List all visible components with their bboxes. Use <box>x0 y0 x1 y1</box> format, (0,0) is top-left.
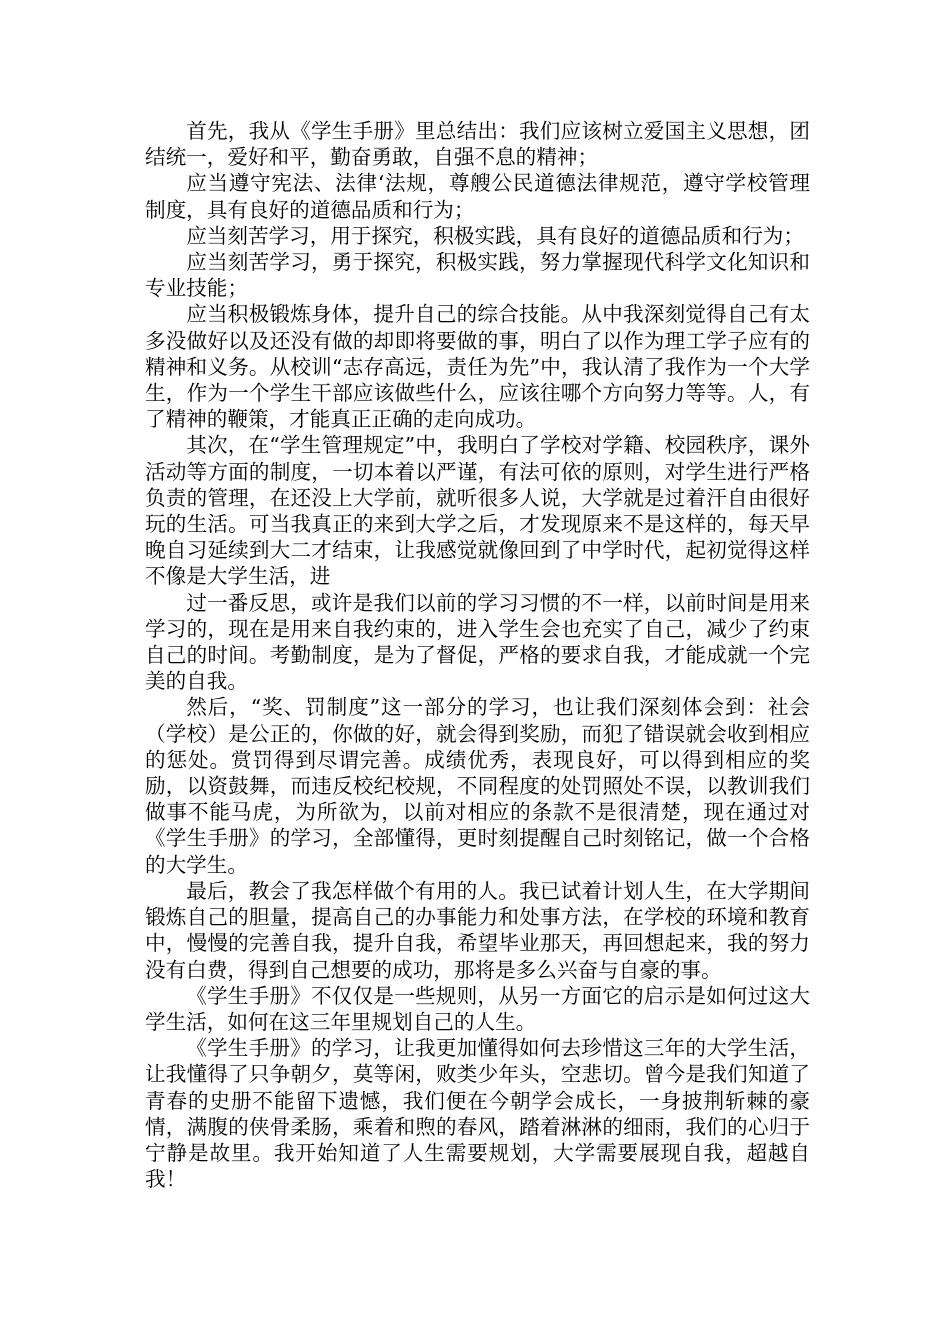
paragraph-2: 应当遵守宪法、法律‘法规，尊艘公民道德法律规范，遵守学校管理制度，具有良好的道德品质和行为； <box>145 171 810 222</box>
document-body <box>145 118 810 1192</box>
paragraph-1: 首先，我从《学生手册》里总结出：我们应该树立爱国主义思想，团结统一，爱好和平，勤奋勇敢，自强不息的精神； <box>145 119 810 170</box>
paragraph-9: 最后，教会了我怎样做个有用的人。我已试着计划人生，在大学期间锻炼自己的胆量，提高自己的办事能力和处事方法，在学校的环境和教育中，慢慢的完善自我，提升自我，希望毕业那天，再回想起来，我的努力没有白费，得到自己想要的成功，那将是多么兴奋与自豪的事。 <box>145 878 810 982</box>
paragraph-3: 应当刻苦学习，用于探究，积极实践，具有良好的道德品质和行为； <box>186 223 804 248</box>
paragraph-4: 应当刻苦学习，勇于探究，积极实践，努力掌握现代科学文化知识和专业技能； <box>145 250 810 301</box>
paragraph-7: 过一番反思，或许是我们以前的学习习惯的不一样，以前时间是用来学习的，现在是用来自我约束的，进入学生会也充实了自己，减少了约束自己的时间。考勤制度，是为了督促，严格的要求自我，才能成就一个完美的自我。 <box>145 590 810 694</box>
paragraph-5: 应当积极锻炼身体，提升自己的综合技能。从中我深刻觉得自己有太多没做好以及还没有做的却即将要做的事，明白了以作为理工学子应有的精神和义务。从校训“志存高远，责任为先”中，我认清了我作为一个大学生，作为一个学生干部应该做些什么，应该往哪个方向努力等等。人，有了精神的鞭策，才能真正正确的走向成功。 <box>145 302 810 432</box>
paragraph-11: 《学生手册》的学习，让我更加懂得如何去珍惜这三年的大学生活，让我懂得了只争朝夕，莫等闲，败类少年头，空悲切。曾今是我们知道了青春的史册不能留下遗憾，我们便在今朝学会成长，一身披荆斩棘的豪情，满腹的侠骨柔肠，乘着和煦的春风，踏着淋淋的细雨，我们的心归于宁静是故里。我开始知道了人生需要规划，大学需要展现自我，超越自我！ <box>145 1036 810 1192</box>
paragraph-6: 其次，在“学生管理规定”中，我明白了学校对学籍、校园秩序，课外活动等方面的制度，一切本着以严谨，有法可依的原则，对学生进行严格负责的管理，在还没上大学前，就听很多人说，大学就是过着汗自由很好玩的生活。可当我真正的来到大学之后，才发现原来不是这样的，每天早晚自习延续到大二才结束，让我感觉就像回到了中学时代，起初觉得这样不像是大学生活，进 <box>145 433 810 589</box>
paragraph-10: 《学生手册》不仅仅是一些规则，从另一方面它的启示是如何过这大学生活，如何在这三年里规划自己的人生。 <box>145 983 810 1034</box>
paragraph-8: 然后，“奖、罚制度”这一部分的学习，也让我们深刻体会到：社会（学校）是公正的，你做的好，就会得到奖励，而犯了错误就会收到相应的惩处。赏罚得到尽谓完善。成绩优秀，表现良好，可以得到相应的奖励，以资鼓舞，而违反校纪校规，不同程度的处罚照处不误，以教训我们做事不能马虎，为所欲为，以前对相应的条款不是很清楚，现在通过对《学生手册》的学习，全部懂得，更时刻提醒自己时刻铭记，做一个合格的大学生。 <box>145 695 810 877</box>
